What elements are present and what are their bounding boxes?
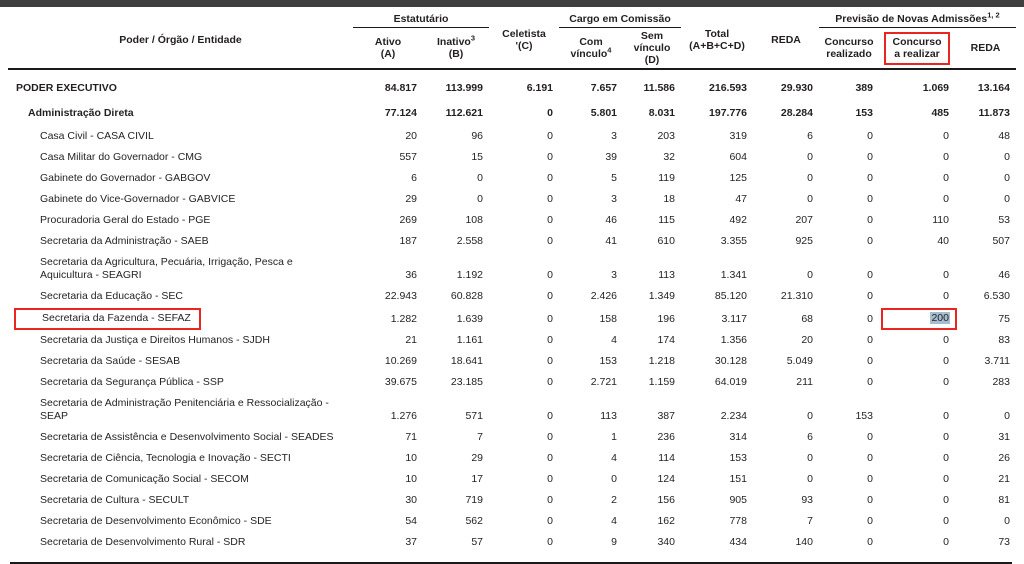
cell: 84.817	[353, 69, 423, 101]
col-header-reda-previsao: REDA	[970, 42, 1001, 54]
cell: 3	[611, 130, 617, 142]
cell: 196	[657, 313, 675, 325]
cell: 64.019	[714, 376, 747, 388]
table-row	[8, 372, 1016, 393]
cell: 0	[867, 290, 873, 302]
cell: 0	[807, 151, 813, 163]
row-label: Casa Militar do Governador - CMG	[40, 151, 203, 163]
cell: 0	[867, 431, 873, 443]
cell: 1	[611, 431, 617, 443]
cell: 36	[405, 269, 417, 281]
cell: 0	[943, 452, 949, 464]
cell: 0	[611, 473, 617, 485]
cell: 81	[998, 494, 1010, 506]
cell: 26	[998, 452, 1010, 464]
cell: 47	[735, 193, 747, 205]
cell: 0	[547, 536, 553, 548]
cell: 30	[405, 494, 417, 506]
cell: 10	[405, 473, 417, 485]
cell: 0	[867, 376, 873, 388]
cell: 48	[998, 130, 1010, 142]
cell: 2.558	[456, 235, 483, 247]
com-vinculo-footnote-ref: 4	[607, 45, 612, 55]
cell: 8.031	[648, 107, 675, 119]
cell: 5.049	[786, 355, 813, 367]
cell: 18	[663, 193, 675, 205]
cell: 17	[471, 473, 483, 485]
table-body	[8, 69, 1016, 553]
cell: 41	[605, 235, 617, 247]
cell: 0	[547, 515, 553, 527]
cell: 0	[547, 313, 553, 325]
cell: 53	[998, 214, 1010, 226]
table-header	[8, 11, 1016, 69]
cell: 54	[405, 515, 417, 527]
col-header-ativo	[353, 28, 423, 70]
cell: 778	[729, 515, 747, 527]
table-row	[8, 231, 1016, 252]
cell: 0	[1004, 515, 1010, 527]
cell: 93	[801, 494, 813, 506]
row-label: Secretaria de Assistência e Desenvolvimento Social - SEADES	[40, 431, 334, 443]
cell: 32	[663, 151, 675, 163]
cell: 153	[855, 107, 873, 119]
cell: 283	[992, 376, 1010, 388]
cell: 153	[729, 452, 747, 464]
cell: 0	[943, 515, 949, 527]
table-row	[8, 427, 1016, 448]
cell: 719	[465, 494, 483, 506]
cell: 46	[998, 269, 1010, 281]
cell: 216.593	[681, 69, 753, 101]
cell: 1.341	[720, 269, 747, 281]
row-label: PODER EXECUTIVO	[8, 69, 353, 101]
cell: 434	[729, 536, 747, 548]
ativo-code: (A)	[380, 48, 396, 60]
col-header-total	[681, 11, 753, 69]
table-row	[8, 126, 1016, 147]
table-row	[8, 351, 1016, 372]
cell: 11.586	[623, 69, 681, 101]
cell: 11.873	[978, 107, 1010, 119]
cell: 0	[867, 313, 873, 325]
cell: 108	[465, 214, 483, 226]
cell: 203	[657, 130, 675, 142]
cell: 3.711	[984, 355, 1010, 367]
cell: 21	[405, 334, 417, 346]
cell: 18.641	[450, 355, 483, 367]
cell: 0	[867, 494, 873, 506]
cell: 77.124	[384, 107, 417, 119]
cell: 0	[867, 235, 873, 247]
col-header-entity: Poder / Órgão / Entidade	[119, 33, 242, 46]
cell: 0	[867, 130, 873, 142]
cell: 211	[796, 376, 813, 388]
cell: 0	[547, 452, 553, 464]
row-label: Secretaria da Justiça e Direitos Humanos - SJDH	[40, 334, 270, 346]
annotation-box-row-label: Secretaria da Fazenda - SEFAZ	[14, 308, 201, 330]
cell: 3	[611, 193, 617, 205]
cell: 0	[867, 193, 873, 205]
cell: 0	[807, 452, 813, 464]
cell: 4	[611, 452, 617, 464]
cell: 140	[795, 536, 813, 548]
table-row	[8, 101, 1016, 126]
cell: 1.276	[390, 410, 417, 422]
cell: 3	[611, 269, 617, 281]
ativo-label: Ativo	[374, 36, 402, 48]
cell: 269	[399, 214, 417, 226]
cell: 28.284	[780, 107, 813, 119]
col-header-com-vinculo	[559, 28, 623, 70]
cell: 0	[867, 473, 873, 485]
col-header-concurso-a-realizar	[879, 28, 955, 70]
cell: 0	[867, 355, 873, 367]
cell: 197.776	[709, 107, 747, 119]
cell: 6	[807, 431, 813, 443]
cell: 236	[657, 431, 675, 443]
cell: 113	[658, 269, 675, 281]
table-row	[8, 252, 1016, 286]
cell: 0	[1004, 172, 1010, 184]
staffing-table	[8, 11, 1016, 553]
cell: 153	[599, 355, 617, 367]
cell: 0	[547, 193, 553, 205]
cell: 0	[943, 536, 949, 548]
cell: 0	[943, 355, 949, 367]
col-header-celetista	[489, 11, 559, 69]
cell: 340	[657, 536, 675, 548]
row-label: Secretaria da Administração - SAEB	[40, 235, 209, 247]
cell: 0	[943, 494, 949, 506]
cell: 83	[998, 334, 1010, 346]
cell: 1.356	[720, 334, 747, 346]
row-label: Secretaria da Segurança Pública - SSP	[40, 376, 224, 388]
cell: 30.128	[714, 355, 747, 367]
cell: 39	[605, 151, 617, 163]
table-row	[8, 511, 1016, 532]
cell: 925	[795, 235, 813, 247]
cell: 562	[465, 515, 483, 527]
cell: 2	[611, 494, 617, 506]
cell: 85.120	[714, 290, 747, 302]
col-header-inativo	[423, 28, 489, 70]
cell: 39.675	[384, 376, 417, 388]
cell: 0	[943, 376, 949, 388]
row-label: Secretaria da Agricultura, Pecuária, Irrigação, Pesca e Aquicultura - SEAGRI	[40, 256, 293, 281]
concurso-realizado-label-2: realizado	[826, 48, 872, 60]
cell: 0	[867, 536, 873, 548]
cell: 0	[547, 290, 553, 302]
table-row	[8, 307, 1016, 330]
col-group-estatutario: Estatutário	[353, 11, 489, 28]
table-row	[8, 532, 1016, 553]
col-header-concurso-realizado	[819, 28, 879, 70]
cell: 162	[657, 515, 675, 527]
total-formula: (A+B+C+D)	[689, 39, 745, 52]
cell: 1.159	[648, 376, 675, 388]
cell: 1.349	[648, 290, 675, 302]
previsao-footnote-ref: 1, 2	[987, 10, 1000, 20]
row-label: Gabinete do Governador - GABGOV	[40, 172, 211, 184]
cell: 0	[807, 473, 813, 485]
cell: 2.234	[720, 410, 747, 422]
row-label: Secretaria de Ciência, Tecnologia e Inovação - SECTI	[40, 452, 291, 464]
cell: 0	[943, 130, 949, 142]
cell: 46	[605, 214, 617, 226]
row-label: Secretaria de Cultura - SECULT	[40, 494, 190, 506]
table-row	[8, 330, 1016, 351]
cell: 57	[471, 536, 483, 548]
cell: 905	[729, 494, 747, 506]
cell: 23.185	[450, 376, 483, 388]
cell: 0	[943, 290, 949, 302]
row-label: Casa Civil - CASA CIVIL	[40, 130, 154, 142]
concurso-a-realizar-label-2: a realizar	[894, 47, 940, 60]
cell: 1.639	[456, 313, 483, 325]
cell: 0	[547, 334, 553, 346]
cell: 113	[600, 410, 617, 422]
col-header-sem-vinculo	[623, 28, 681, 70]
cell: 60.828	[450, 290, 483, 302]
cell: 1.218	[648, 355, 675, 367]
inativo-label: Inativo	[436, 36, 471, 48]
row-label: Secretaria de Comunicação Social - SECOM	[40, 473, 249, 485]
cell: 0	[547, 130, 553, 142]
cell: 0	[547, 214, 553, 226]
selected-value: 200	[931, 312, 949, 324]
concurso-a-realizar-label-1: Concurso	[892, 35, 942, 48]
col-group-cargo-comissao: Cargo em Comissão	[559, 11, 681, 28]
cell: 153	[855, 410, 873, 422]
cell: 10.269	[384, 355, 417, 367]
cell: 71	[405, 431, 417, 443]
cell: 604	[729, 151, 747, 163]
table-row	[8, 393, 1016, 427]
cell: 119	[658, 172, 675, 184]
inativo-footnote-ref: 3	[470, 33, 475, 43]
cell: 5.801	[590, 107, 617, 119]
cell: 114	[658, 452, 675, 464]
cell: 115	[658, 214, 675, 226]
cell: 6.191	[489, 69, 559, 101]
cell: 73	[998, 536, 1010, 548]
cell: 485	[931, 107, 949, 119]
cell: 0	[547, 269, 553, 281]
cell: 0	[943, 431, 949, 443]
cell: 0	[943, 334, 949, 346]
cell: 0	[943, 172, 949, 184]
inativo-code: (B)	[448, 48, 464, 60]
annotation-box-cell	[881, 308, 957, 330]
col-group-previsao-novas-admissoes	[819, 11, 1016, 28]
cell: 37	[405, 536, 417, 548]
cell: 0	[477, 172, 483, 184]
cell: 40	[937, 235, 949, 247]
cell: 0	[943, 473, 949, 485]
cell: 156	[657, 494, 675, 506]
sem-vinculo-label-1: Sem	[640, 30, 664, 42]
row-label: Procuradoria Geral do Estado - PGE	[40, 214, 211, 226]
cell: 2.721	[590, 376, 617, 388]
cell: 7	[477, 431, 483, 443]
cell: 22.943	[384, 290, 417, 302]
cell: 0	[807, 172, 813, 184]
row-label: Administração Direta	[28, 107, 134, 119]
cell: 174	[657, 334, 675, 346]
table-row	[8, 147, 1016, 168]
cell: 0	[867, 269, 873, 281]
table-row	[8, 168, 1016, 189]
cell: 610	[657, 235, 675, 247]
cell: 6.530	[983, 290, 1010, 302]
row-label: Gabinete do Vice-Governador - GABVICE	[40, 193, 236, 205]
cell: 4	[611, 515, 617, 527]
cell: 389	[819, 69, 879, 101]
cell: 124	[657, 473, 675, 485]
cell: 0	[943, 269, 949, 281]
cell: 0	[547, 431, 553, 443]
table-row	[8, 69, 1016, 101]
cell: 1.161	[456, 334, 483, 346]
cell: 5	[611, 172, 617, 184]
cell: 75	[998, 313, 1010, 325]
row-label	[8, 307, 353, 330]
total-label: Total	[704, 27, 730, 40]
cell: 387	[657, 410, 675, 422]
cell: 557	[399, 151, 417, 163]
concurso-realizado-label-1: Concurso	[824, 36, 874, 48]
cell: 6	[807, 130, 813, 142]
row-label: Secretaria de Administração Penitenciária e Ressocialização - SEAP	[40, 397, 329, 422]
cell: 29	[471, 452, 483, 464]
cell: 0	[867, 151, 873, 163]
sem-vinculo-code: (D)	[644, 54, 660, 66]
cell: 571	[465, 410, 483, 422]
cell: 0	[1004, 151, 1010, 163]
cell: 6	[411, 172, 417, 184]
cell: 3.117	[721, 313, 747, 325]
cell: 1.069	[879, 69, 955, 101]
cell: 3.355	[720, 235, 747, 247]
cell: 0	[867, 334, 873, 346]
cell: 0	[547, 151, 553, 163]
cell: 0	[547, 376, 553, 388]
cell: 113.999	[423, 69, 489, 101]
cell: 125	[729, 172, 747, 184]
cell: 0	[547, 473, 553, 485]
cell: 507	[992, 235, 1010, 247]
table-row	[8, 286, 1016, 307]
cell: 0	[547, 410, 553, 422]
cell: 0	[943, 193, 949, 205]
row-label: Secretaria da Saúde - SESAB	[40, 355, 181, 367]
window-top-bar	[0, 0, 1024, 7]
table-row	[8, 490, 1016, 511]
cell: 0	[547, 107, 553, 119]
cell: 0	[1004, 410, 1010, 422]
cell: 0	[807, 269, 813, 281]
table-row	[8, 189, 1016, 210]
cell: 0	[943, 151, 949, 163]
cell: 68	[801, 313, 813, 325]
cell: 0	[807, 193, 813, 205]
cell: 319	[729, 130, 747, 142]
cell: 207	[795, 214, 813, 226]
row-label: Secretaria da Educação - SEC	[40, 290, 183, 302]
table-row	[8, 448, 1016, 469]
annotation-box-concurso-a-realizar	[884, 32, 949, 65]
previsao-label: Previsão de Novas Admissões	[835, 13, 988, 25]
cell: 0	[1004, 193, 1010, 205]
table-row	[8, 210, 1016, 231]
cell: 110	[932, 214, 949, 226]
cell: 7.657	[559, 69, 623, 101]
col-header-reda: REDA	[771, 33, 801, 46]
cell: 29.930	[753, 69, 819, 101]
cell: 21.310	[780, 290, 813, 302]
cell: 112.621	[445, 107, 483, 119]
cell: 0	[547, 355, 553, 367]
cell: 0	[867, 515, 873, 527]
cell: 0	[547, 494, 553, 506]
cell: 492	[729, 214, 747, 226]
cell: 0	[477, 193, 483, 205]
cell: 187	[399, 235, 417, 247]
com-vinculo-label-1: Com	[579, 36, 603, 48]
cell: 7	[807, 515, 813, 527]
cell: 0	[943, 410, 949, 422]
cell: 31	[998, 431, 1010, 443]
cell: 29	[405, 193, 417, 205]
row-label: Secretaria de Desenvolvimento Econômico - SDE	[40, 515, 272, 527]
cell	[879, 307, 955, 330]
cell: 0	[547, 172, 553, 184]
cell: 20	[801, 334, 813, 346]
celetista-label: Celetista	[502, 27, 546, 40]
cell: 0	[807, 410, 813, 422]
cell: 0	[867, 172, 873, 184]
cell: 10	[405, 452, 417, 464]
cell: 0	[867, 452, 873, 464]
cell: 2.426	[590, 290, 617, 302]
com-vinculo-label-2: vínculo	[570, 48, 608, 60]
table-row	[8, 469, 1016, 490]
cell: 96	[471, 130, 483, 142]
cell: 314	[729, 431, 747, 443]
cell: 1.192	[456, 269, 483, 281]
cell: 13.164	[955, 69, 1016, 101]
cell: 21	[998, 473, 1010, 485]
cell: 15	[471, 151, 483, 163]
cell: 9	[611, 536, 617, 548]
cell: 20	[405, 130, 417, 142]
row-label: Secretaria de Desenvolvimento Rural - SDR	[40, 536, 246, 548]
sem-vinculo-label-2: vínculo	[633, 42, 671, 54]
cell: 1.282	[390, 313, 417, 325]
celetista-code: '(C)	[515, 39, 533, 52]
cell: 0	[547, 235, 553, 247]
cell: 151	[729, 473, 747, 485]
cell: 0	[867, 214, 873, 226]
cell: 4	[611, 334, 617, 346]
cell: 158	[599, 313, 617, 325]
